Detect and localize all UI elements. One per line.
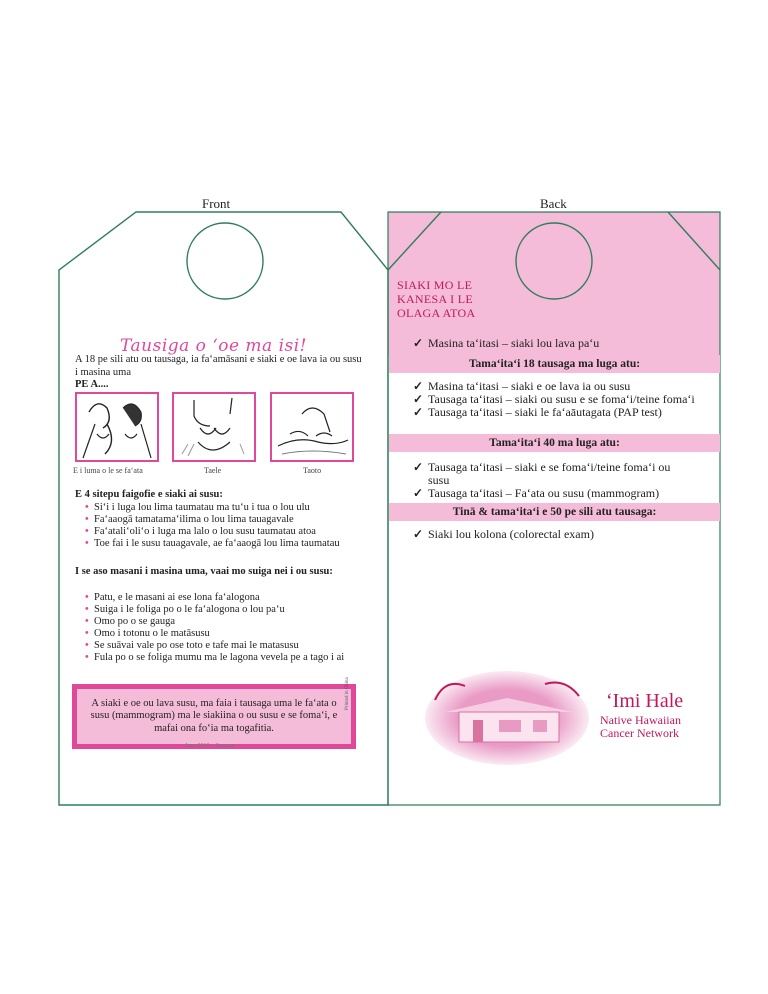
front-hole <box>187 223 263 299</box>
front-intro-text: A 18 pe sili atu ou tausaga, ia fa‘amāsani e siaki e oe lava ia ou susu i masina uma <box>75 354 362 378</box>
list-item: ✓ Masina ta‘itasi – siaki lou lava pa‘u <box>428 337 728 350</box>
list-item: • Omo po o se gauga <box>94 616 374 628</box>
front-label: Front <box>202 196 231 211</box>
list-item: • Fa‘atali‘oli‘o i luga ma lalo o lou susu taumatau atoa <box>94 526 374 538</box>
list-18 <box>402 380 728 419</box>
list-item: ✓ Tausaga ta‘itasi – siaki ou susu e se foma‘i/teine foma‘i <box>428 393 728 406</box>
illustration-lying <box>270 392 354 462</box>
logo-image <box>425 670 590 765</box>
list-item: • Toe fai i le susu tauagavale, ae fa‘aaogā lou lima taumatau <box>94 538 374 550</box>
checks-list <box>75 592 374 664</box>
list-item: • Se suāvai vale po ose toto e tafe mai le matasusu <box>94 640 374 652</box>
lying-image <box>272 394 352 460</box>
caption-shower: Taele <box>204 466 222 475</box>
front-intro <box>75 354 365 392</box>
steps-list <box>75 502 374 550</box>
list-item: ✓ Tausaga ta‘itasi – siaki e se foma‘i/teine foma‘i ou susu <box>428 461 693 487</box>
back-label: Back <box>540 196 567 211</box>
logo-line2: Cancer Network <box>600 726 679 740</box>
list-50 <box>402 528 728 541</box>
caption-lying: Taoto <box>303 466 322 475</box>
house-photo <box>425 670 590 765</box>
logo-line1: Native Hawaiian <box>600 713 681 727</box>
callout-text: A siaki e oe ou lava susu, ma faia i tausaga uma le fa‘ata o susu (mammogram) ma le siakiina o ou susu e se foma‘i, e mafai ona fo‘ia ma togafitia. <box>90 697 338 734</box>
mirror-image <box>77 394 157 460</box>
list-item: ✓ Tausaga ta‘itasi – Fa‘ata ou susu (mammogram) <box>428 487 693 500</box>
bar-50: Tinā & tama‘ita‘i e 50 pe sili atu tausaga: <box>389 503 720 521</box>
illustration-mirror <box>75 392 159 462</box>
list-item: • Fula po o se foliga mumu ma le lagona vevela pe a tago i ai <box>94 652 374 664</box>
list-item: • Patu, e le masani ai ese lona fa‘alogona <box>94 592 374 604</box>
steps-heading: E 4 sitepu faigofie e siaki ai susu: <box>75 489 223 500</box>
side-note: Printed in China <box>345 677 350 710</box>
list-item: ✓ Tausaga ta‘itasi – siaki le fa‘aāutagata (PAP test) <box>428 406 728 419</box>
list-item: ✓ Siaki lou kolona (colorectal exam) <box>428 528 728 541</box>
shower-image <box>174 394 254 460</box>
list-item: ✓ Masina ta‘itasi – siaki e oe lava ia ou susu <box>428 380 728 393</box>
logo-title: ‘Imi Hale <box>606 690 684 712</box>
front-title: Tausiga o ‘oe ma isi! <box>120 336 308 356</box>
list-40 <box>402 461 693 500</box>
front-footer: June 2010 – Samoan <box>185 743 235 749</box>
front-intro-bold: PE A.... <box>75 379 109 390</box>
check-heading: I se aso masani i masina uma, vaai mo suiga nei i ou susu: <box>75 566 333 577</box>
illustration-shower <box>172 392 256 462</box>
back-header: SIAKI MO LE KANESA I LE OLAGA ATOA <box>397 278 476 320</box>
caption-mirror: E i luma o le se fa‘ata <box>73 466 143 475</box>
list-item: • Si‘i i luga lou lima taumatau ma tu‘u i tua o lou ulu <box>94 502 374 514</box>
list-item: • Omo i totonu o le matāsusu <box>94 628 374 640</box>
list-item: • Fa‘aaogā tamatama‘ilima o lou lima tauagavale <box>94 514 374 526</box>
bar-40: Tama‘ita‘i 40 ma luga atu: <box>389 434 720 452</box>
callout-box <box>72 684 356 749</box>
list-item: • Suiga i le foliga po o le fa‘alogona o lou pa‘u <box>94 604 374 616</box>
monthly-list <box>402 337 728 350</box>
bar-18: Tama‘ita‘i 18 tausaga ma luga atu: <box>389 355 720 373</box>
